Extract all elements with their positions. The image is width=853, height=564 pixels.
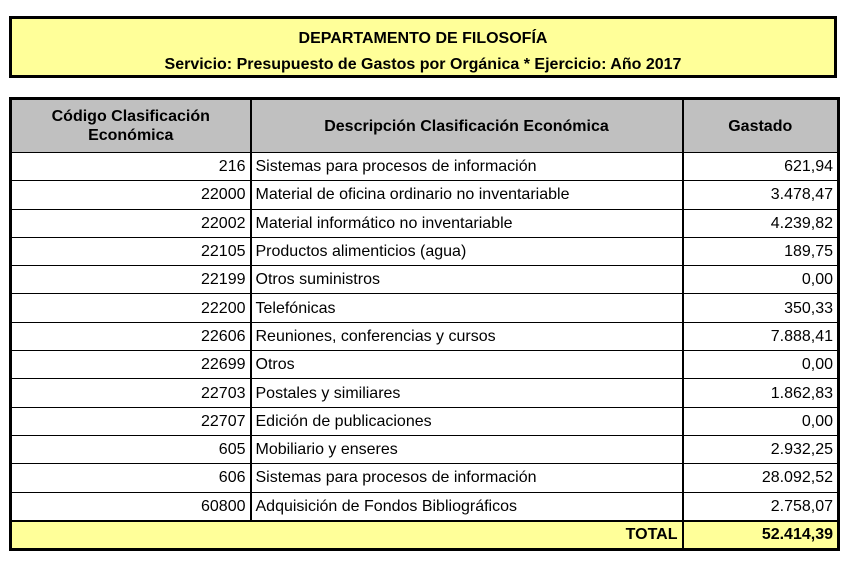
cell-code: 216 [11,153,251,181]
table-row [11,464,839,492]
cell-description: Productos alimenticios (agua) [251,237,683,265]
cell-code: 22606 [11,322,251,350]
total-value: 52.414,39 [683,521,839,550]
cell-spent: 0,00 [683,266,839,294]
cell-code: 22707 [11,407,251,435]
cell-description: Reuniones, conferencias y cursos [251,322,683,350]
cell-spent: 3.478,47 [683,181,839,209]
table-row [11,294,839,322]
cell-spent: 28.092,52 [683,464,839,492]
cell-description: Material de oficina ordinario no inventariable [251,181,683,209]
table-row [11,435,839,463]
cell-spent: 2.932,25 [683,435,839,463]
cell-code: 605 [11,435,251,463]
cell-description: Otros suministros [251,266,683,294]
table-row [11,351,839,379]
table-row [11,379,839,407]
cell-code: 22002 [11,209,251,237]
column-header-description: Descripción Clasificación Económica [251,99,683,153]
table-row [11,266,839,294]
table-row [11,181,839,209]
cell-spent: 4.239,82 [683,209,839,237]
cell-spent: 2.758,07 [683,492,839,521]
table-row [11,322,839,350]
table-row [11,153,839,181]
report-header [9,16,837,78]
table-header-row [11,99,839,153]
total-label: TOTAL [11,521,683,550]
cell-spent: 189,75 [683,237,839,265]
cell-description: Otros [251,351,683,379]
table-row [11,209,839,237]
cell-description: Edición de publicaciones [251,407,683,435]
cell-spent: 1.862,83 [683,379,839,407]
table-row [11,407,839,435]
cell-description: Mobiliario y enseres [251,435,683,463]
cell-description: Postales y similiares [251,379,683,407]
column-header-spent: Gastado [683,99,839,153]
column-header-code: Código Clasificación Económica [11,99,251,153]
service-subtitle: Servicio: Presupuesto de Gastos por Orgánica * Ejercicio: Año 2017 [164,56,682,73]
expense-table [9,97,840,551]
cell-code: 22699 [11,351,251,379]
cell-code: 60800 [11,492,251,521]
cell-spent: 621,94 [683,153,839,181]
cell-code: 22703 [11,379,251,407]
cell-code: 22105 [11,237,251,265]
table-row [11,492,839,521]
table-row [11,237,839,265]
cell-description: Telefónicas [251,294,683,322]
cell-description: Adquisición de Fondos Bibliográficos [251,492,683,521]
total-row [11,521,839,550]
cell-code: 22000 [11,181,251,209]
cell-spent: 350,33 [683,294,839,322]
cell-spent: 0,00 [683,351,839,379]
cell-spent: 7.888,41 [683,322,839,350]
cell-code: 606 [11,464,251,492]
cell-code: 22199 [11,266,251,294]
cell-code: 22200 [11,294,251,322]
cell-description: Material informático no inventariable [251,209,683,237]
cell-description: Sistemas para procesos de información [251,153,683,181]
cell-description: Sistemas para procesos de información [251,464,683,492]
cell-spent: 0,00 [683,407,839,435]
department-title: DEPARTAMENTO DE FILOSOFÍA [298,30,548,47]
table-body [11,153,839,521]
